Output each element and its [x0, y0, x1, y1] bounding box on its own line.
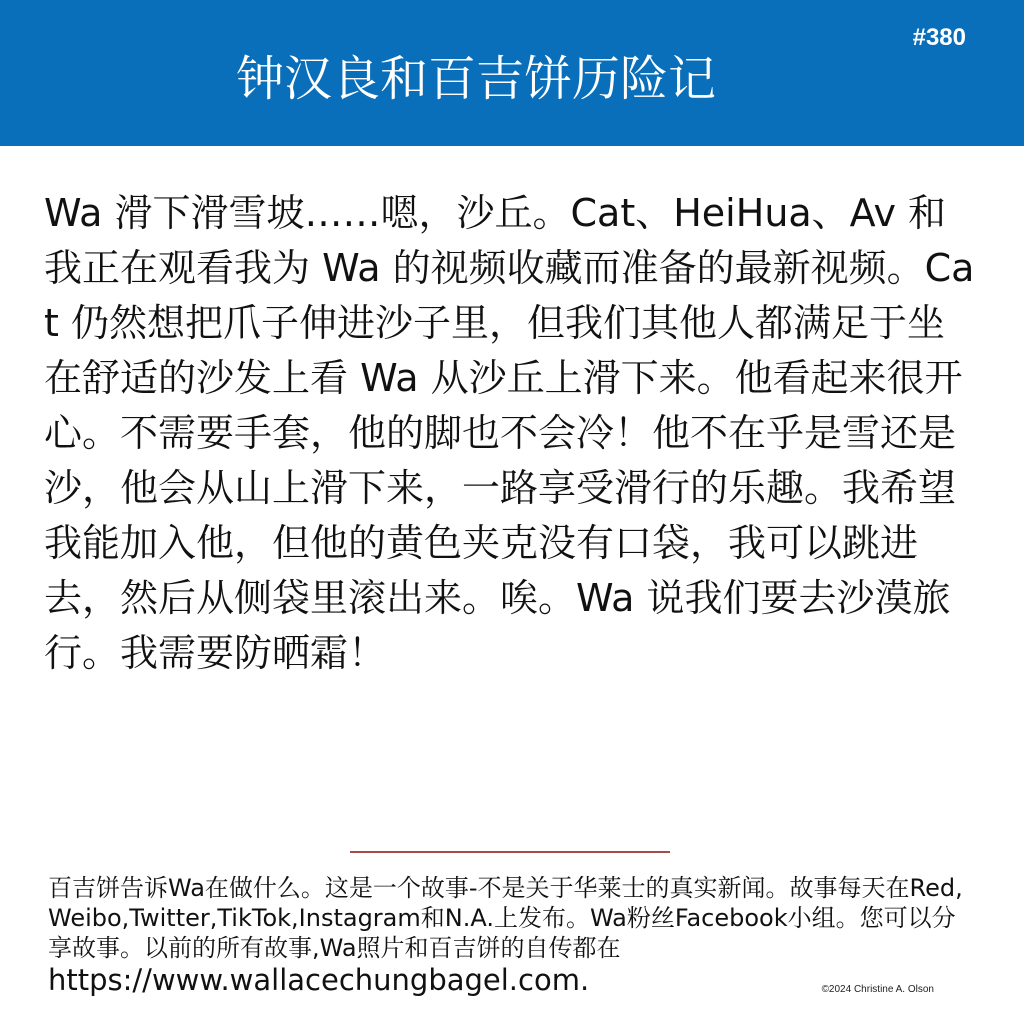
divider [350, 851, 670, 853]
episode-number: #380 [912, 24, 966, 51]
header-banner [0, 0, 1024, 146]
footer-text: 百吉饼告诉Wa在做什么。这是一个故事-不是关于华莱士的真实新闻。故事每天在Red,Weibo,Twitter,TikTok,Instagram和N.A.上发布。Wa粉丝Facebook小组。您可以分享故事。以前的所有故事,Wa照片和百吉饼的自传都在 [48, 874, 963, 962]
story-text: Wa 滑下滑雪坡……嗯，沙丘。Cat、HeiHua、Av 和我正在观看我为 Wa 的视频收藏而准备的最新视频。Cat 仍然想把爪子伸进沙子里，但我们其他人都满足于坐在舒适的沙发上看 Wa 从沙丘上滑下来。他看起来很开心。不需要手套，他的脚也不会冷！他不在乎是雪还是沙，他会从山上滑下来，一路享受滑行的乐趣。我希望我能加入他，但他的黄色夹克没有口袋，我可以跳进去，然后从侧袋里滚出来。唉。Wa 说我们要去沙漠旅行。我需要防晒霜！ [44, 191, 975, 675]
website-link[interactable]: https://www.wallacechungbagel.com. [48, 963, 590, 997]
page-title: 钟汉良和百吉饼历险记 [235, 51, 716, 107]
copyright-text: ©2024 Christine A. Olson [821, 984, 934, 995]
footer-note [48, 873, 978, 997]
